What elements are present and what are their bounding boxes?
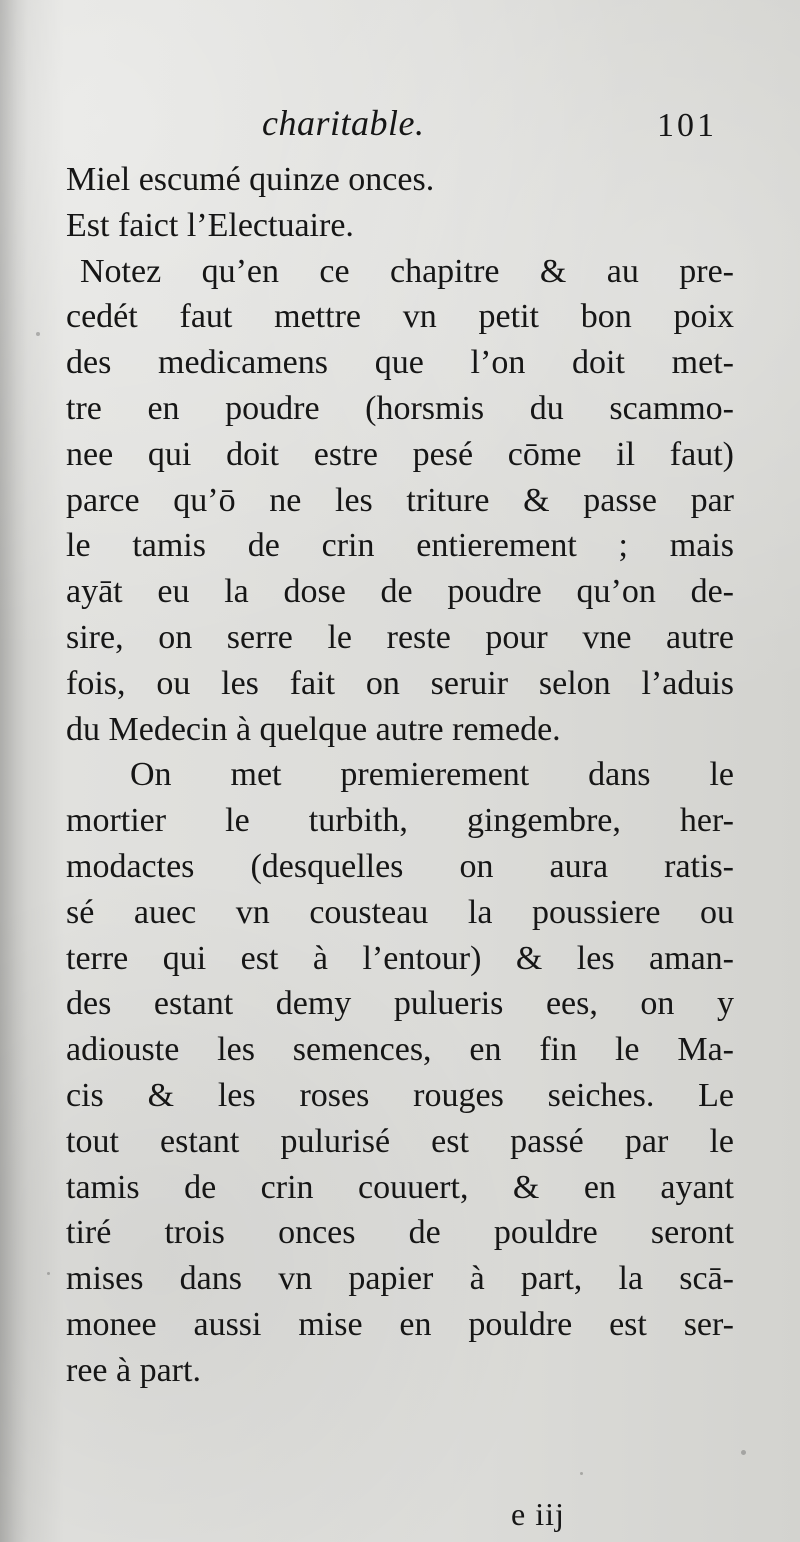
text-line: modactes (desquelles on aura ratis- — [66, 847, 734, 885]
paper-speck — [36, 332, 40, 336]
paper-speck — [580, 1472, 583, 1475]
text-line: cis & les roses rouges seiches. Le — [66, 1076, 734, 1114]
text-line: nee qui doit estre pesé cōme il faut) — [66, 435, 734, 473]
text-line: Est faict l’Electuaire. — [66, 206, 354, 244]
text-line: mises dans vn papier à part, la scā- — [66, 1260, 734, 1298]
text-line: Miel escumé quinze onces. — [66, 161, 435, 198]
text-line: cedét faut mettre vn petit bon poix — [66, 298, 734, 336]
paper-speck — [47, 1272, 50, 1275]
text-line: sire, on serre le reste pour vne autre — [66, 618, 734, 656]
text-line: parce qu’ō ne les triture & passe par — [66, 481, 734, 519]
text-line: du Medecin à quelque autre remede. — [66, 710, 561, 748]
main-text — [66, 157, 734, 1394]
text-line: ree à part. — [66, 1351, 201, 1389]
text-line: Notez qu’en ce chapitre & au pre- — [80, 252, 734, 290]
text-line: tiré trois onces de pouldre seront — [66, 1214, 734, 1252]
signature-mark: e iij — [511, 1496, 565, 1532]
text-line: adiouste les semences, en fin le Ma- — [66, 1031, 734, 1069]
text-line: On met premierement dans le — [130, 756, 734, 794]
text-line: tamis de crin couuert, & en ayant — [66, 1168, 734, 1206]
text-line: tre en poudre (horsmis du scammo- — [66, 389, 734, 427]
text-line: terre qui est à l’entour) & les aman- — [66, 939, 734, 977]
text-line: sé auec vn cousteau la poussiere ou — [66, 893, 734, 931]
running-title: charitable. — [262, 103, 425, 143]
text-line: mortier le turbith, gingembre, her- — [66, 802, 734, 840]
text-line: monee aussi mise en pouldre est ser- — [66, 1305, 734, 1343]
page-number: 101 — [657, 107, 717, 144]
text-line: des estant demy pulueris ees, on y — [66, 985, 734, 1023]
text-line: tout estant pulurisé est passé par le — [66, 1122, 734, 1160]
paper-speck — [741, 1450, 746, 1455]
text-line: fois, ou les fait on seruir selon l’aduis — [66, 664, 734, 702]
text-line: des medicamens que l’on doit met- — [66, 344, 734, 382]
text-line: ayāt eu la dose de poudre qu’on de- — [66, 573, 734, 611]
text-line: le tamis de crin entierement ; mais — [66, 527, 734, 565]
page-edge-shadow — [0, 0, 28, 1542]
